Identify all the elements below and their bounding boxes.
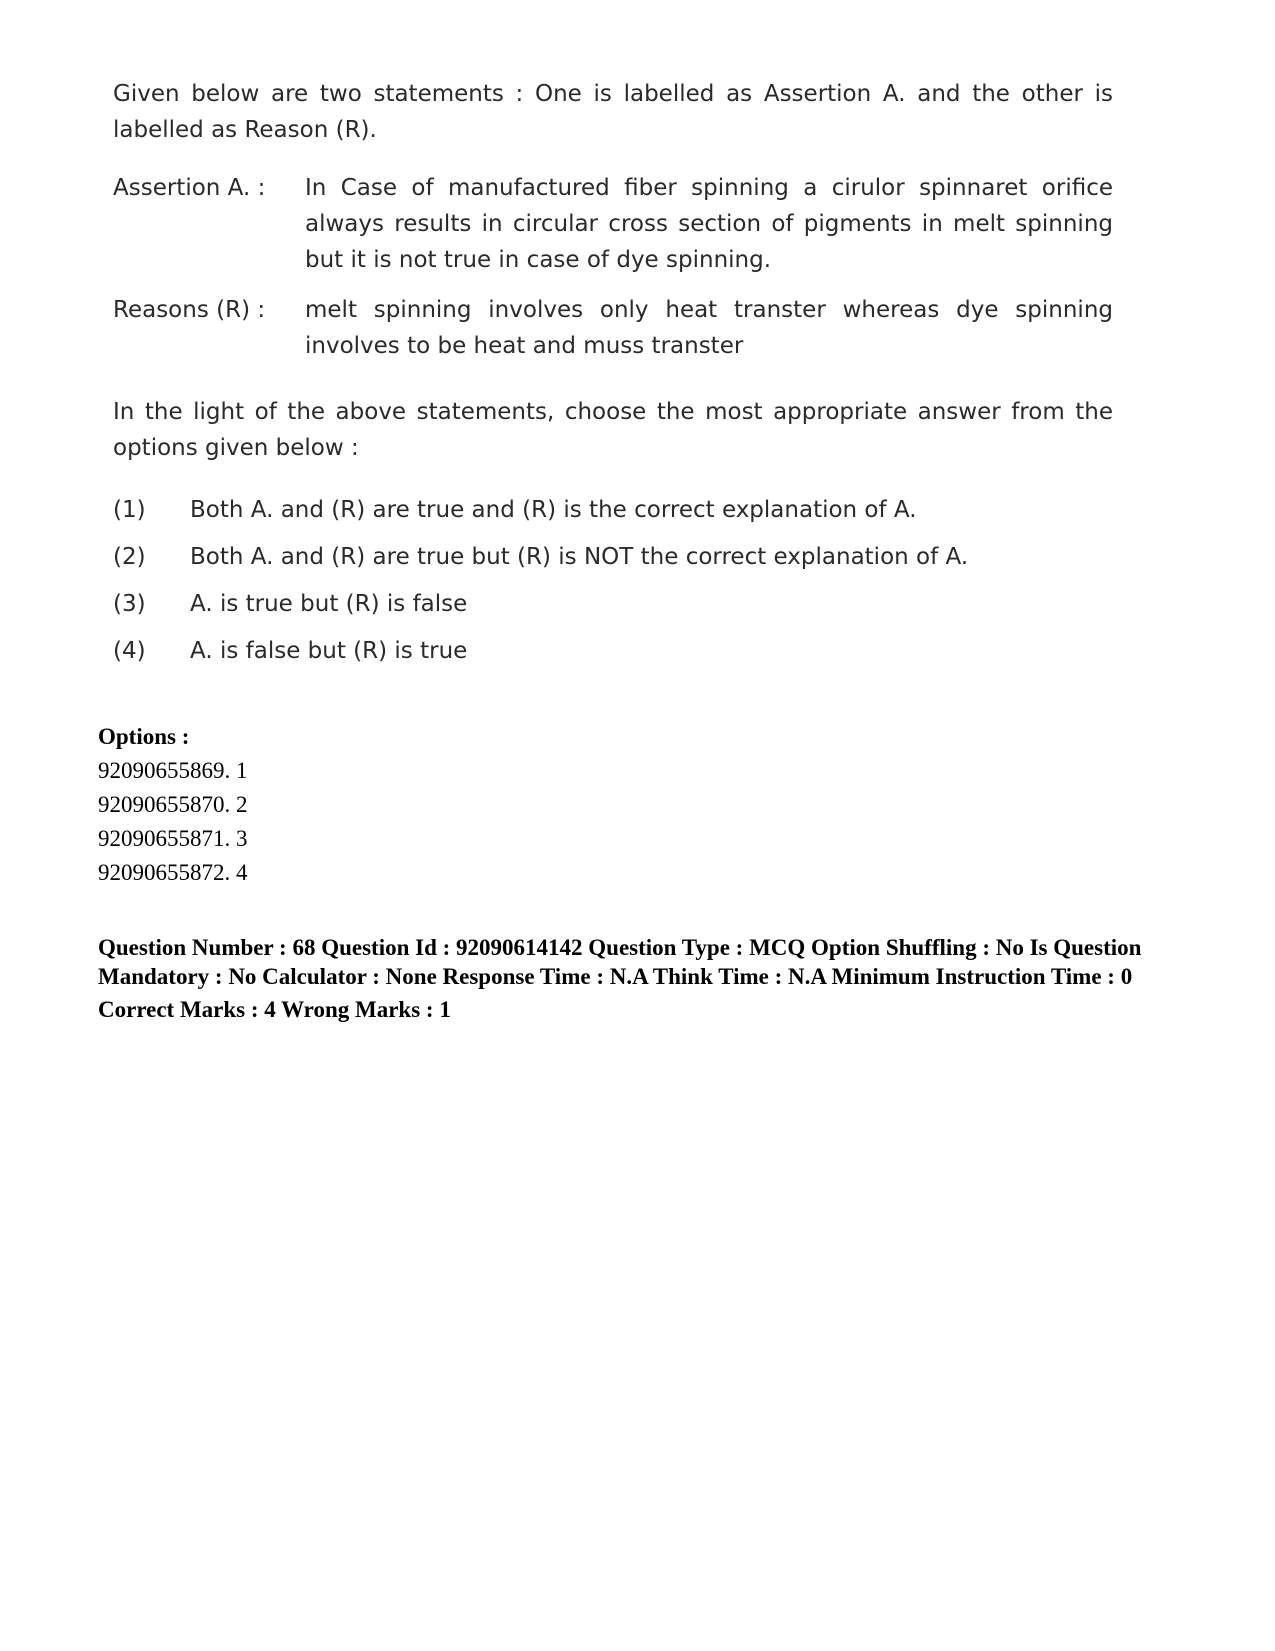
option-item: 92090655872. 4 [98,860,248,885]
option-item: 92090655871. 3 [98,826,248,851]
choice-number: (2) [113,544,146,570]
choice-number: (1) [113,497,146,523]
options-list [98,720,248,890]
choice-text: A. is true but (R) is false [190,591,468,617]
choice-item [113,492,1113,528]
assertion-row [113,170,1113,278]
choice-text: Both A. and (R) are true and (R) is the correct explanation of A. [190,497,917,523]
choice-number: (4) [113,638,146,664]
reason-row [113,292,1113,364]
choice-text: A. is false but (R) is true [190,638,468,664]
marks-info: Correct Marks : 4 Wrong Marks : 1 [98,997,451,1022]
question-image [113,76,1113,680]
option-item: 92090655869. 1 [98,758,248,783]
option-item: 92090655870. 2 [98,792,248,817]
question-info: Question Number : 68 Question Id : 92090614142 Question Type : MCQ Option Shuffling : No Is Question Mandatory : No Calculator : None Response Time : N.A Think Time : N.A Minimum Instruction Time : 0 [98,935,1142,989]
reason-text: melt spinning involves only heat transter whereas dye spinning involves to be heat and muss transter [305,297,1113,359]
assertion-label: Assertion A. : [113,175,266,201]
question-intro: Given below are two statements : One is labelled as Assertion A. and the other is labelled as Reason (R). [113,81,1113,143]
choice-item [113,539,1113,575]
choice-text: Both A. and (R) are true but (R) is NOT the correct explanation of A. [190,544,969,570]
assertion-text: In Case of manufactured fiber spinning a cirulor spinnaret orifice always results in circular cross section of pigments in melt spinning but it is not true in case of dye spinning. [305,175,1113,273]
choice-item [113,633,1113,669]
choice-number: (3) [113,591,146,617]
reason-label: Reasons (R) : [113,297,266,323]
question-instruction: In the light of the above statements, choose the most appropriate answer from the options given below : [113,399,1113,461]
options-title: Options : [98,724,190,749]
choice-item [113,586,1113,622]
question-metadata [98,933,1158,1024]
